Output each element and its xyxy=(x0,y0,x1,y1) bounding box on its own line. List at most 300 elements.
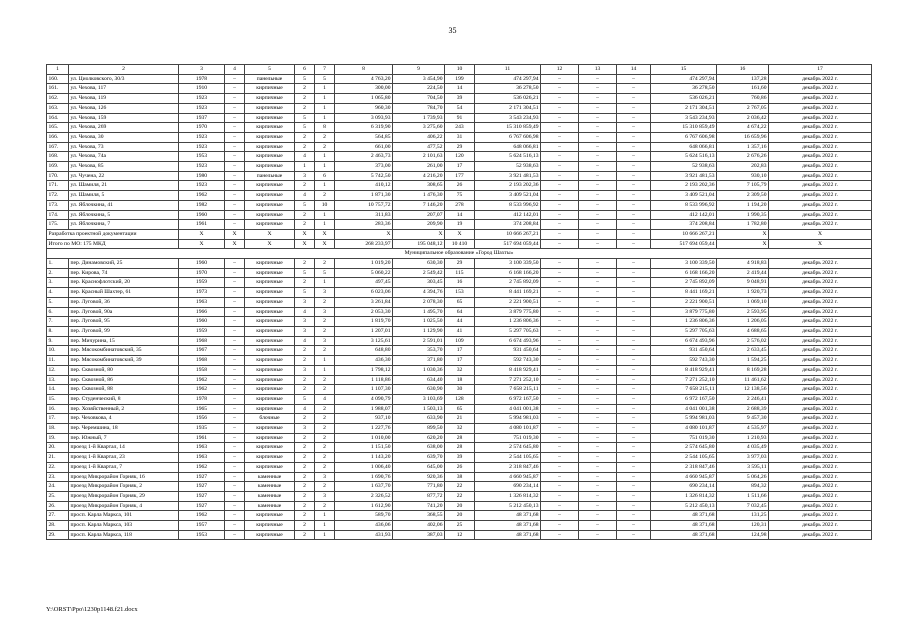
table-cell: – xyxy=(541,511,579,521)
table-cell: – xyxy=(579,84,617,94)
table-cell: – xyxy=(541,385,579,395)
table-cell: 2 xyxy=(295,482,315,492)
table-cell: декабрь 2022 г. xyxy=(769,220,872,230)
table-cell: – xyxy=(617,385,651,395)
table-cell: – xyxy=(617,84,651,94)
table-cell: 1962 xyxy=(179,511,225,521)
table-cell: – xyxy=(225,521,245,531)
table-cell: 36 278,50 xyxy=(475,84,541,94)
table-cell: 5 xyxy=(295,74,315,84)
table-cell: 224,50 xyxy=(393,84,445,94)
table-cell: 2 xyxy=(315,346,335,356)
table-cell: 2 xyxy=(295,501,315,511)
table-cell: 2 xyxy=(315,326,335,336)
table-cell: декабрь 2022 г. xyxy=(769,288,872,298)
table-cell: 2 745 892,09 xyxy=(651,278,717,288)
table-cell: – xyxy=(579,74,617,84)
table-cell: – xyxy=(579,375,617,385)
table-cell: – xyxy=(579,511,617,521)
table-cell: 4 660 945,87 xyxy=(651,472,717,482)
table-cell: 3 921 481,53 xyxy=(651,171,717,181)
table-cell: 2 633,45 xyxy=(717,346,769,356)
table-row xyxy=(47,210,872,220)
table-cell: – xyxy=(225,530,245,540)
table-cell: – xyxy=(541,123,579,133)
table-cell: 28 xyxy=(445,433,475,443)
table-cell: пер. Чеховкова, 4 xyxy=(69,414,179,424)
table-cell: 4 xyxy=(225,65,245,75)
table-cell: – xyxy=(617,94,651,104)
table-row xyxy=(47,375,872,385)
table-cell: 5 xyxy=(295,200,315,210)
table-cell: 2 193 202,36 xyxy=(475,181,541,191)
table-cell: – xyxy=(579,424,617,434)
table-cell: – xyxy=(225,200,245,210)
table-cell: 3 125,61 xyxy=(335,336,393,346)
table-cell: ул. Чехова, 159 xyxy=(69,113,179,123)
table-cell: кирпичные xyxy=(245,278,295,288)
table-cell: 6 972 167,50 xyxy=(475,394,541,404)
table-cell: 2 xyxy=(295,453,315,463)
table-cell: кирпичные xyxy=(245,132,295,142)
table-cell: 4 xyxy=(295,191,315,201)
table-cell: 6 767 606,98 xyxy=(475,132,541,142)
table-cell: кирпичные xyxy=(245,307,295,317)
table-cell: 1 xyxy=(315,511,335,521)
table-cell: 517 694 059,44 xyxy=(651,239,717,249)
table-cell: 1 006,40 xyxy=(335,462,393,472)
table-cell: декабрь 2022 г. xyxy=(769,268,872,278)
table-cell: 1927 xyxy=(179,491,225,501)
table-cell: – xyxy=(617,443,651,453)
table-cell: 3 543 234,93 xyxy=(651,113,717,123)
table-cell: 2 xyxy=(295,472,315,482)
table-cell: – xyxy=(541,297,579,307)
table-cell: – xyxy=(579,433,617,443)
table-cell: 6 972 167,50 xyxy=(651,394,717,404)
table-cell: 15 xyxy=(651,65,717,75)
table-cell: – xyxy=(541,142,579,152)
table-row xyxy=(47,482,872,492)
table-cell: пер. Луговой, 36 xyxy=(69,297,179,307)
table-cell: – xyxy=(225,346,245,356)
table-cell: ул. Яблочкина, 7 xyxy=(69,220,179,230)
table-cell: – xyxy=(225,326,245,336)
table-cell: 2 xyxy=(295,414,315,424)
table-cell: пер. Сквозной, 86 xyxy=(69,375,179,385)
table-cell: 2 xyxy=(315,443,335,453)
table-cell: кирпичные xyxy=(245,200,295,210)
table-cell: 8. xyxy=(47,326,69,336)
table-cell: декабрь 2022 г. xyxy=(769,94,872,104)
table-cell: 5 xyxy=(315,74,335,84)
table-cell: 3 xyxy=(295,171,315,181)
table-cell: 589,70 xyxy=(335,511,393,521)
table-cell: – xyxy=(541,268,579,278)
table-cell: 2 xyxy=(295,346,315,356)
table-cell: 39 xyxy=(445,453,475,463)
table-cell: 2 xyxy=(315,404,335,414)
table-cell: декабрь 2022 г. xyxy=(769,521,872,531)
table-cell: декабрь 2022 г. xyxy=(769,210,872,220)
table-cell: декабрь 2022 г. xyxy=(769,200,872,210)
table-cell: 32 xyxy=(445,365,475,375)
table-cell: 12 xyxy=(445,530,475,540)
table-cell: 564,85 xyxy=(335,132,393,142)
table-cell: Разработка проектной документации xyxy=(47,229,179,239)
table-cell: 1 xyxy=(315,162,335,172)
table-cell: 1968 xyxy=(179,356,225,366)
table-cell: декабрь 2022 г. xyxy=(769,404,872,414)
table-cell: 406,22 xyxy=(393,132,445,142)
table-cell: 2 574 645,80 xyxy=(651,443,717,453)
table-row xyxy=(47,84,872,94)
table-cell: 1 511,66 xyxy=(717,491,769,501)
table-cell: 175. xyxy=(47,220,69,230)
table-cell: 308,65 xyxy=(393,181,445,191)
table-cell: 374 208,84 xyxy=(475,220,541,230)
table-cell: 1 xyxy=(315,181,335,191)
table-cell: 1937 xyxy=(179,113,225,123)
table-cell: – xyxy=(225,162,245,172)
table-cell: 2 419,44 xyxy=(717,268,769,278)
table-cell: ул. Шамиля, 21 xyxy=(69,181,179,191)
table-cell: кирпичные xyxy=(245,162,295,172)
table-cell: – xyxy=(617,521,651,531)
table-cell: 3 xyxy=(315,307,335,317)
table-cell: 1910 xyxy=(179,84,225,94)
table-cell: 374 208,84 xyxy=(651,220,717,230)
table-cell: 630,30 xyxy=(393,259,445,269)
table-cell: – xyxy=(541,424,579,434)
table-cell: 931 450,64 xyxy=(651,346,717,356)
table-cell: пер. Мясокомбинатовский, 35 xyxy=(69,346,179,356)
table-cell: – xyxy=(225,404,245,414)
table-cell: просп. Карла Маркса, 103 xyxy=(69,521,179,531)
table-cell: кирпичные xyxy=(245,191,295,201)
table-cell: – xyxy=(225,220,245,230)
table-cell: 1927 xyxy=(179,501,225,511)
table-cell: – xyxy=(617,394,651,404)
table-cell: 6 674 493,96 xyxy=(651,336,717,346)
table-cell: кирпичные xyxy=(245,521,295,531)
table-cell: 36 278,50 xyxy=(651,84,717,94)
table-cell: – xyxy=(541,84,579,94)
table-cell: 169. xyxy=(47,162,69,172)
table-cell: 5 624 516,13 xyxy=(475,152,541,162)
table-cell: 2 463,73 xyxy=(335,152,393,162)
table-cell: 1 xyxy=(315,210,335,220)
table-cell: – xyxy=(541,491,579,501)
table-cell: 26. xyxy=(47,501,69,511)
table-cell: ул. Чехова, 85 xyxy=(69,162,179,172)
table-cell: – xyxy=(579,443,617,453)
table-row xyxy=(47,268,872,278)
table-cell: ул. Шамиля, 5 xyxy=(69,191,179,201)
table-cell: декабрь 2022 г. xyxy=(769,375,872,385)
table-cell: 1 xyxy=(315,278,335,288)
table-cell: 174. xyxy=(47,210,69,220)
table-cell: – xyxy=(541,375,579,385)
table-cell: кирпичные xyxy=(245,462,295,472)
table-cell: 5 xyxy=(315,268,335,278)
table-cell: 412 142,01 xyxy=(651,210,717,220)
table-cell: – xyxy=(225,142,245,152)
table-cell: – xyxy=(579,297,617,307)
table-cell: 7 xyxy=(315,65,335,75)
table-cell: 65 xyxy=(445,404,475,414)
table-cell: 18. xyxy=(47,424,69,434)
table-cell: 2 xyxy=(295,511,315,521)
table-cell: декабрь 2022 г. xyxy=(769,113,872,123)
table-cell: ул. Чехова, 119 xyxy=(69,94,179,104)
table-cell: 1. xyxy=(47,259,69,269)
table-cell: пер. Черемшина, 18 xyxy=(69,424,179,434)
table-cell: 52 938,63 xyxy=(651,162,717,172)
table-cell: 9 457,30 xyxy=(717,414,769,424)
table-cell: 163. xyxy=(47,103,69,113)
table-cell: 18 xyxy=(445,375,475,385)
table-cell: – xyxy=(541,132,579,142)
table-cell: 14 xyxy=(617,65,651,75)
table-cell: 1 030,36 xyxy=(393,365,445,375)
table-cell: 5 742,50 xyxy=(335,171,393,181)
table-cell: ул. Чехова, 73 xyxy=(69,142,179,152)
table-cell: 1 xyxy=(315,103,335,113)
table-cell: 10 xyxy=(445,65,475,75)
table-cell: декабрь 2022 г. xyxy=(769,482,872,492)
table-cell: 1 xyxy=(315,530,335,540)
table-row xyxy=(47,288,872,298)
table-cell: 7 146,20 xyxy=(393,200,445,210)
table-cell: 9 xyxy=(393,65,445,75)
table-cell: – xyxy=(579,317,617,327)
table-cell: 5 297 705,63 xyxy=(651,326,717,336)
table-cell: 474 297,94 xyxy=(651,74,717,84)
table-cell: 2 xyxy=(315,191,335,201)
register-table-body xyxy=(47,65,872,540)
table-cell: – xyxy=(541,191,579,201)
table-cell: – xyxy=(541,365,579,375)
table-cell: 48 371,68 xyxy=(475,511,541,521)
table-cell: X xyxy=(245,229,295,239)
table-cell: проезд Микрорайон Горняк, 4 xyxy=(69,501,179,511)
table-cell: 1 594,25 xyxy=(717,356,769,366)
table-cell: 645,00 xyxy=(393,462,445,472)
table-row xyxy=(47,530,872,540)
table-cell: 1 xyxy=(315,84,335,94)
table-cell: 402,06 xyxy=(393,521,445,531)
table-cell: кирпичные xyxy=(245,530,295,540)
table-cell: – xyxy=(541,94,579,104)
table-row xyxy=(47,521,872,531)
table-cell: 303,45 xyxy=(393,278,445,288)
table-cell: 209,90 xyxy=(393,220,445,230)
table-cell: – xyxy=(579,171,617,181)
table-cell: – xyxy=(617,491,651,501)
table-cell: 4 535,97 xyxy=(717,424,769,434)
table-cell: декабрь 2022 г. xyxy=(769,511,872,521)
table-cell: кирпичные xyxy=(245,346,295,356)
table-cell: 48 371,68 xyxy=(651,530,717,540)
table-row xyxy=(47,511,872,521)
table-cell: 5 xyxy=(245,65,295,75)
table-cell: 704,50 xyxy=(393,94,445,104)
table-cell: 1923 xyxy=(179,94,225,104)
table-cell: кирпичные xyxy=(245,511,295,521)
table-cell: 2 xyxy=(295,259,315,269)
table-cell: – xyxy=(579,288,617,298)
table-cell: – xyxy=(225,307,245,317)
table-cell: 1 xyxy=(315,220,335,230)
table-cell: 2 xyxy=(295,356,315,366)
table-cell: 311,83 xyxy=(335,210,393,220)
table-cell: 3 093,93 xyxy=(335,113,393,123)
table-cell: ул. Циолковского, 30/3 xyxy=(69,74,179,84)
table-cell: 638,00 xyxy=(393,443,445,453)
table-cell: 19 xyxy=(445,220,475,230)
table-cell: пер. Мичурина, 15 xyxy=(69,336,179,346)
table-cell: декабрь 2022 г. xyxy=(769,472,872,482)
table-row xyxy=(47,491,872,501)
table-cell: – xyxy=(579,94,617,104)
table-cell: – xyxy=(579,530,617,540)
table-row xyxy=(47,162,872,172)
table-cell: 771,80 xyxy=(393,482,445,492)
table-cell: пер. Мясокомбинатовский, 39 xyxy=(69,356,179,366)
table-cell: 2 xyxy=(295,433,315,443)
register-table xyxy=(46,64,872,540)
table-cell: – xyxy=(541,443,579,453)
table-cell: 1 990,35 xyxy=(717,210,769,220)
table-cell: – xyxy=(617,501,651,511)
table-cell: – xyxy=(579,462,617,472)
table-cell: – xyxy=(225,365,245,375)
table-cell: 760,86 xyxy=(717,94,769,104)
table-cell: – xyxy=(225,491,245,501)
table-row xyxy=(47,142,872,152)
table-cell: – xyxy=(225,94,245,104)
table-cell: 25. xyxy=(47,491,69,501)
table-cell: 164. xyxy=(47,113,69,123)
table-cell: – xyxy=(579,278,617,288)
table-cell: пер. Луговой, 95 xyxy=(69,317,179,327)
table-cell: 5 xyxy=(295,123,315,133)
table-cell: декабрь 2022 г. xyxy=(769,326,872,336)
table-cell: – xyxy=(579,394,617,404)
table-row xyxy=(47,259,872,269)
table-cell: 29 xyxy=(445,259,475,269)
table-cell: 1 326 814,32 xyxy=(475,491,541,501)
table-cell: – xyxy=(225,181,245,191)
table-cell: пер. Луговой, 90а xyxy=(69,307,179,317)
table-cell: 1935 xyxy=(179,424,225,434)
table-cell: 1 xyxy=(315,356,335,366)
table-cell: 3 275,60 xyxy=(393,123,445,133)
table-cell: 2 326,52 xyxy=(335,491,393,501)
table-cell: 13. xyxy=(47,375,69,385)
table-cell: – xyxy=(579,210,617,220)
table-cell: – xyxy=(541,326,579,336)
table-cell: 1 xyxy=(315,94,335,104)
table-cell: 172. xyxy=(47,191,69,201)
table-cell: декабрь 2022 г. xyxy=(769,103,872,113)
table-cell: 751 019,30 xyxy=(475,433,541,443)
table-cell: 1 xyxy=(47,65,69,75)
table-cell: – xyxy=(225,336,245,346)
table-cell: X xyxy=(335,229,393,239)
table-cell: 5 xyxy=(295,268,315,278)
table-cell: – xyxy=(579,414,617,424)
table-cell: 436,06 xyxy=(335,521,393,531)
table-cell: ул. Яблочкина, 5 xyxy=(69,210,179,220)
table-cell: Итого по МО: 175 МКД xyxy=(47,239,179,249)
table-cell: 10. xyxy=(47,346,69,356)
table-cell: – xyxy=(579,123,617,133)
table-cell: 1 236 806,36 xyxy=(475,317,541,327)
table-cell: – xyxy=(225,414,245,424)
table-cell: 1978 xyxy=(179,74,225,84)
table-cell: 6 674 493,96 xyxy=(475,336,541,346)
table-cell: 120 xyxy=(445,152,475,162)
table-cell: проезд Микрорайон Горняк, 16 xyxy=(69,472,179,482)
table-row xyxy=(47,74,872,84)
table-cell: 166. xyxy=(47,132,69,142)
table-cell: 4 080 101,87 xyxy=(475,424,541,434)
table-cell: 2 xyxy=(295,385,315,395)
table-cell: 2 576,02 xyxy=(717,336,769,346)
table-row xyxy=(47,326,872,336)
table-cell: кирпичные xyxy=(245,385,295,395)
table-cell: – xyxy=(617,317,651,327)
table-cell: 410,12 xyxy=(335,181,393,191)
table-cell: 4 041 001,38 xyxy=(651,404,717,414)
table-cell: 1 739,93 xyxy=(393,113,445,123)
table-cell: кирпичные xyxy=(245,433,295,443)
table-cell: кирпичные xyxy=(245,336,295,346)
table-cell: 17. xyxy=(47,414,69,424)
table-cell: – xyxy=(617,462,651,472)
table-cell: 1 612,90 xyxy=(335,501,393,511)
table-cell: 8 169,28 xyxy=(717,365,769,375)
table-cell: 3 921 481,53 xyxy=(475,171,541,181)
table-cell: – xyxy=(617,278,651,288)
table-cell: – xyxy=(579,268,617,278)
table-cell: 5 064,26 xyxy=(717,472,769,482)
table-cell: 894,32 xyxy=(717,482,769,492)
table-cell: 27. xyxy=(47,511,69,521)
table-cell: 168. xyxy=(47,152,69,162)
table-cell: кирпичные xyxy=(245,453,295,463)
table-cell: 170. xyxy=(47,171,69,181)
table-cell: 1 xyxy=(315,152,335,162)
table-cell: 1 782,80 xyxy=(717,220,769,230)
table-cell: ул. Чехова, 30 xyxy=(69,132,179,142)
table-cell: 2 246,41 xyxy=(717,394,769,404)
table-cell: ул. Чехова, 126 xyxy=(69,103,179,113)
table-cell: кирпичные xyxy=(245,142,295,152)
table-cell: – xyxy=(541,259,579,269)
table-cell: 5. xyxy=(47,297,69,307)
table-cell: 2 xyxy=(295,84,315,94)
table-cell: 1 107,30 xyxy=(335,385,393,395)
table-cell: 4 xyxy=(295,336,315,346)
table-cell: 5 060,22 xyxy=(335,268,393,278)
table-cell: 4 090,79 xyxy=(335,394,393,404)
table-cell: 1 010,00 xyxy=(335,433,393,443)
table-cell: 1 819,70 xyxy=(335,317,393,327)
table-cell: – xyxy=(225,171,245,181)
